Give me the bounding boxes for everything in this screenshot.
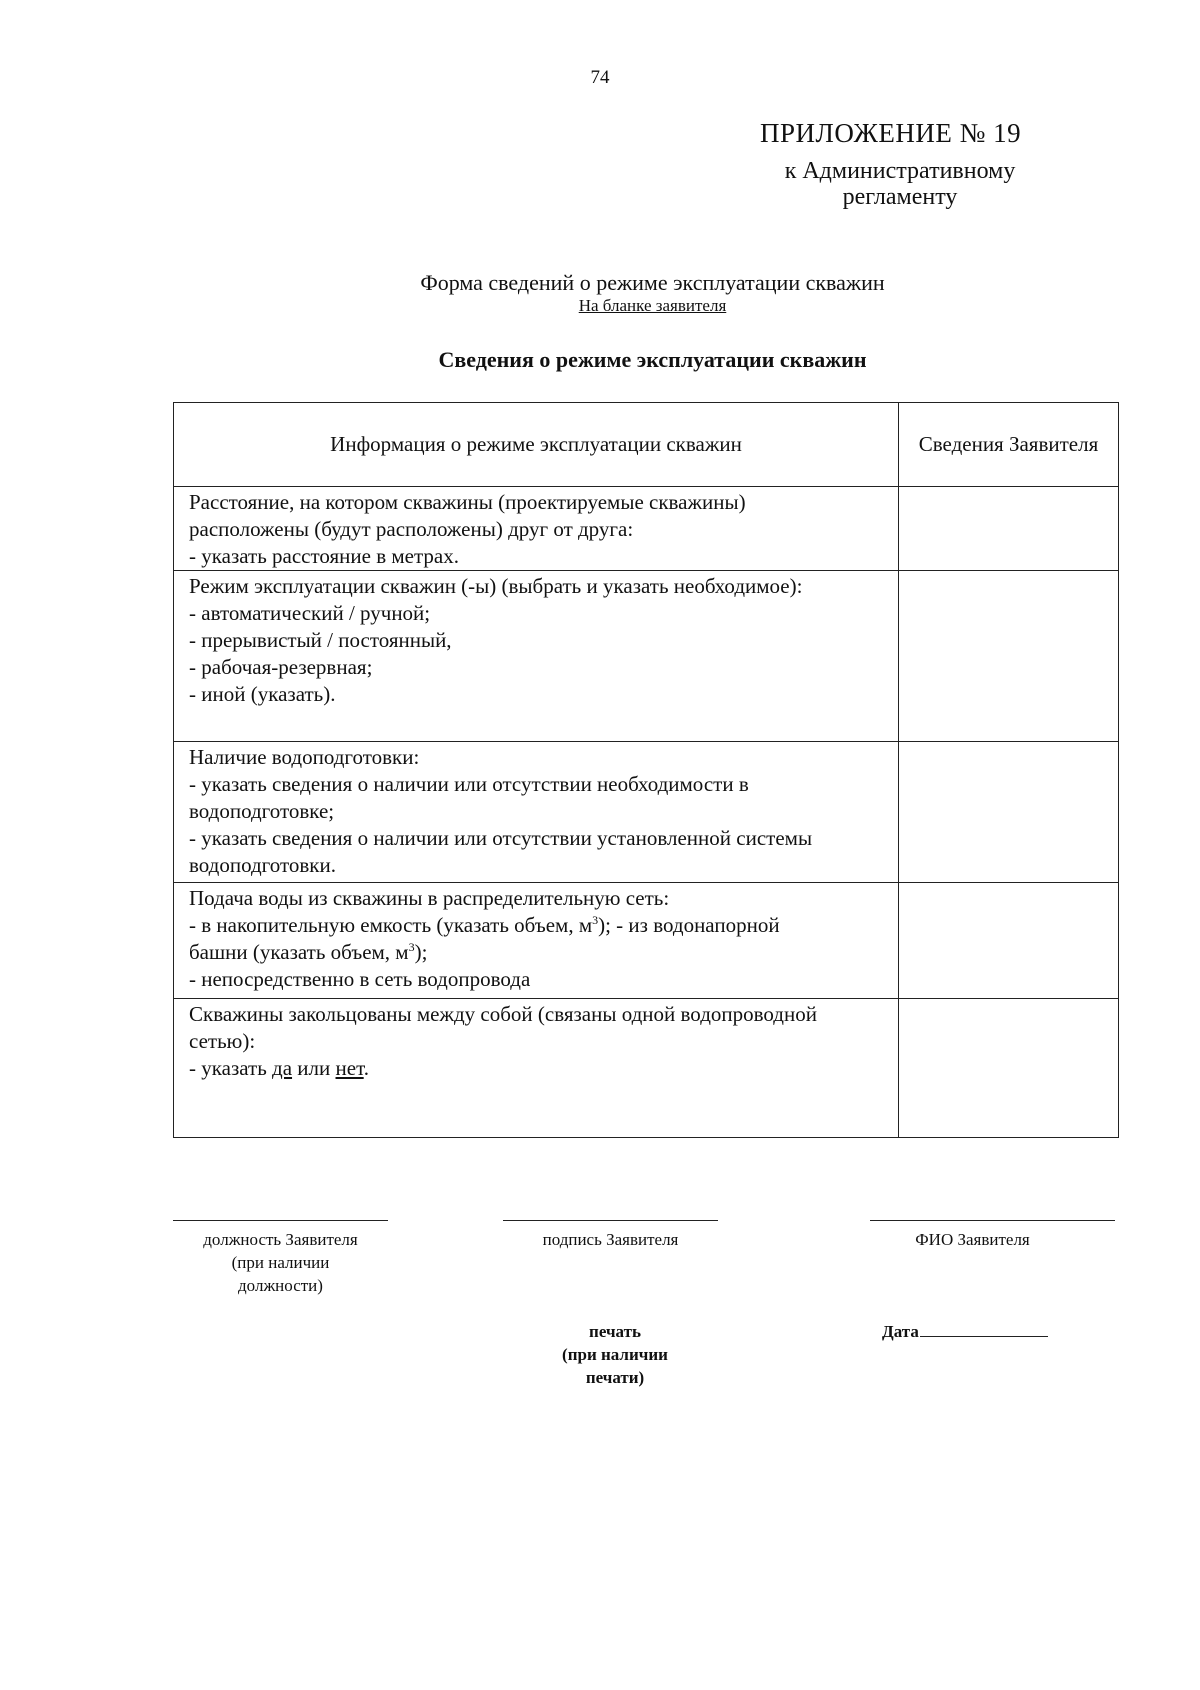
row-description [174,999,899,1138]
position-signature-line [173,1220,388,1221]
stamp-label: печать (при наличии печати) [562,1322,668,1387]
row-description [174,487,899,571]
table-row [174,742,1119,883]
row-text-line: - указать сведения о наличии или отсутствии необходимости в [189,772,749,796]
applicant-value-cell[interactable] [899,487,1119,571]
signature-label: подпись Заявителя [542,1230,679,1249]
applicant-value-cell[interactable] [899,571,1119,742]
date-blank-line[interactable] [920,1335,1048,1337]
row-text-line: Подача воды из скважины в распределительную сеть: [189,886,670,910]
row-text-line: водоподготовке; [189,799,335,823]
row-text-line: - рабочая-резервная; [189,655,373,679]
row-text-line: башни (указать объем, $м^3$); [189,940,428,964]
table-row [174,487,1119,571]
row-text-line: Скважины закольцованы между собой (связаны одной водопроводной [189,1002,817,1026]
applicant-value-cell[interactable] [899,999,1119,1138]
table-header-info: Информация о режиме эксплуатации скважин [174,403,899,487]
row-text-line: - в накопительную емкость (указать объем, $м^3$); - из водонапорной [189,913,780,937]
row-text-line: - указать расстояние в метрах. [189,544,459,568]
row-text-line: - непосредственно в сеть водопровода [189,967,531,991]
name-signature-line [870,1220,1115,1221]
answer-no: нет [335,1056,364,1080]
info-table [173,402,1119,1138]
applicant-value-cell[interactable] [899,742,1119,883]
row-text-line: - прерывистый / постоянный, [189,628,452,652]
table-title: Сведения о режиме эксплуатации скважин [438,347,867,372]
row-text-line: - указать да или нет. [189,1056,369,1080]
name-label: ФИО Заявителя [915,1230,1030,1249]
table-row [174,571,1119,742]
row-text-line: - указать сведения о наличии или отсутствии установленной системы [189,826,813,850]
row-text-line: - автоматический / ручной; [189,601,431,625]
table-row [174,999,1119,1138]
row-text-line: сетью): [189,1029,256,1053]
superscript: 3 [592,913,599,927]
date-field [882,1320,1048,1343]
position-label: должность Заявителя (при наличии должности) [203,1230,358,1295]
superscript: 3 [408,940,415,954]
table-header-row [174,403,1119,487]
row-text-line: - иной (указать). [189,682,336,706]
applicant-value-cell[interactable] [899,883,1119,999]
page-number: 74 [590,67,610,88]
table-header-applicant: Сведения Заявителя [899,403,1119,487]
row-text-line: Расстояние, на котором скважины (проектируемые скважины) [189,490,746,514]
row-text-line: расположены (будут расположены) друг от друга: [189,517,634,541]
row-text-line: водоподготовки. [189,853,336,877]
row-text-line: Режим эксплуатации скважин (-ы) (выбрать и указать необходимое): [189,574,803,598]
row-description [174,883,899,999]
answer-yes: да [272,1056,293,1080]
signature-line [503,1220,718,1221]
appendix-reference-line: к Административному [784,158,1016,184]
row-text-line: Наличие водоподготовки: [189,745,420,769]
row-description [174,742,899,883]
date-label: Дата [882,1322,919,1341]
form-subtitle: На бланке заявителя [578,296,727,315]
appendix-reference [740,158,1060,210]
row-description [174,571,899,742]
form-title: Форма сведений о режиме эксплуатации скважин [420,270,885,295]
table-row [174,883,1119,999]
appendix-title: ПРИЛОЖЕНИЕ № 19 [760,118,1022,148]
appendix-reference-line: регламенту [842,184,958,210]
